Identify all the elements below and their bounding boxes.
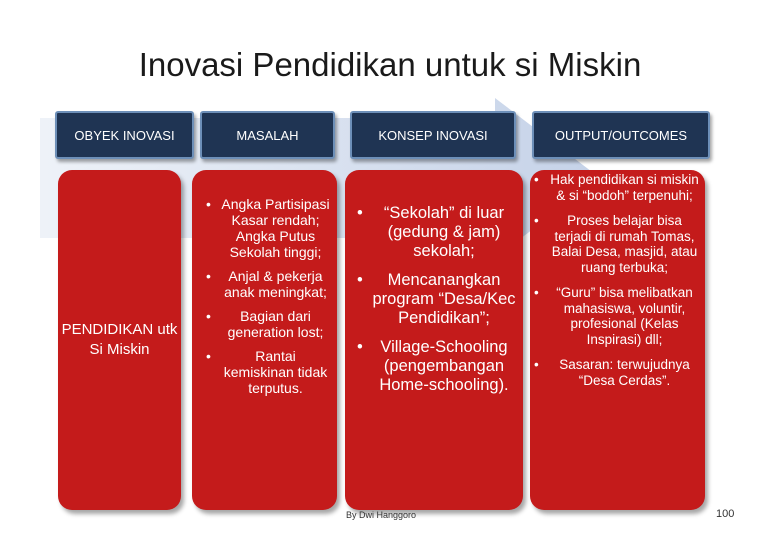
header-masalah: MASALAH <box>200 111 335 159</box>
output-list <box>530 170 705 388</box>
header-obyek-inovasi: OBYEK INOVASI <box>55 111 194 159</box>
output-item: • “Guru” bisa melibatkan mahasiswa, voluntir, profesional (Kelas Inspirasi) dll; <box>534 285 701 347</box>
header-output-outcomes: OUTPUT/OUTCOMES <box>532 111 710 159</box>
problem-item: • Rantai kemiskinan tidak terputus. <box>206 348 331 396</box>
output-box <box>530 170 705 510</box>
object-text: PENDIDIKAN utk Si Miskin <box>61 321 178 358</box>
output-item: • Sasaran: terwujudnya “Desa Cerdas”. <box>534 357 701 388</box>
problem-box <box>192 170 337 510</box>
problem-item: • Angka Partisipasi Kasar rendah; Angka Putus Sekolah tinggi; <box>206 196 331 260</box>
problem-item: • Anjal & pekerja anak meningkat; <box>206 268 331 300</box>
header-konsep-inovasi: KONSEP INOVASI <box>350 111 516 159</box>
concept-item: • “Sekolah” di luar (gedung & jam) sekolah; <box>357 204 517 261</box>
concept-list <box>345 170 523 395</box>
slide-title: Inovasi Pendidikan untuk si Miskin <box>138 46 642 83</box>
author-credit: By Dwi Hanggoro <box>346 510 417 520</box>
problem-item: • Bagian dari generation lost; <box>206 308 331 340</box>
output-item: • Proses belajar bisa terjadi di rumah Tomas, Balai Desa, masjid, atau ruang terbuka; <box>534 213 701 275</box>
problem-list <box>192 170 337 396</box>
page-number: 100 <box>716 508 735 520</box>
concept-box <box>345 170 523 510</box>
concept-item: • Village-Schooling (pengembangan Home-schooling). <box>357 338 517 395</box>
output-item: • Hak pendidikan si miskin & si “bodoh” terpenuhi; <box>534 172 701 203</box>
concept-item: • Mencanangkan program “Desa/Kec Pendidikan”; <box>357 271 517 328</box>
object-box <box>58 170 181 510</box>
